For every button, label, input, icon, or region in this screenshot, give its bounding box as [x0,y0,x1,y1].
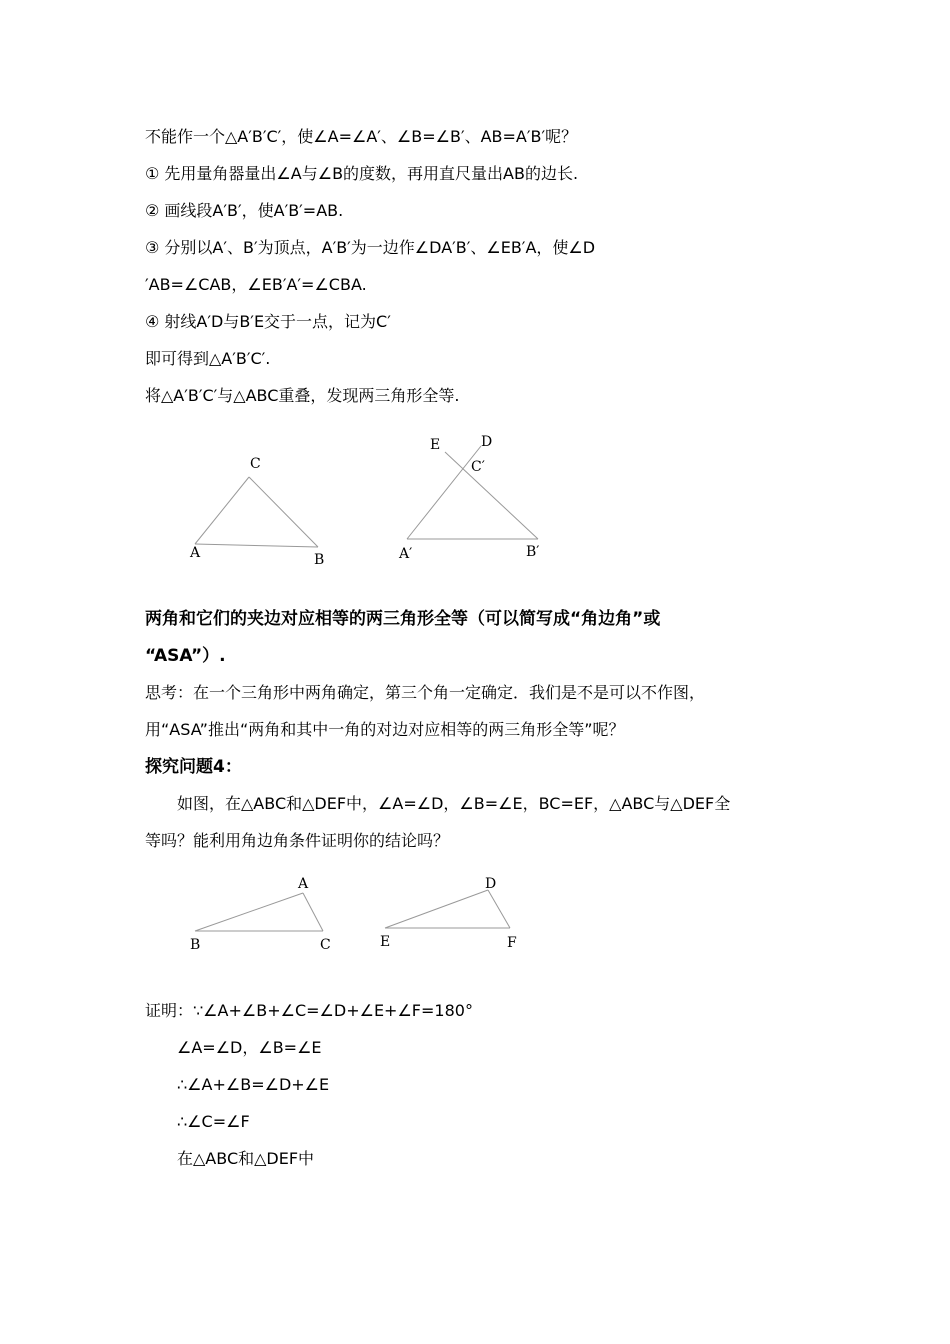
problem-line2: 等吗？能利用角边角条件证明你的结论吗？ [145,831,450,850]
edge-ab [195,544,318,547]
step-3-line2: ′AB=∠CAB，∠EB′A′=∠CBA. [145,275,367,294]
label-b2: B [190,937,201,953]
label-d2: D [485,876,497,892]
triangle-construction [398,434,539,562]
edge-ba [195,893,303,931]
step-1: ① 先用量角器量出∠A与∠B的度数，再用直尺量出AB的边长. [145,164,579,183]
result-text: 即可得到△A′B′C′. [145,349,271,368]
edge-cb [249,477,318,547]
ray-a-d [407,446,481,539]
step-3-text: ③ 分别以A′、B′为顶点，A′B′为一边作∠DA′B′、∠EB′A，使∠D [145,238,596,257]
label-c: C [250,456,261,472]
theorem-line1: 两角和它们的夹边对应相等的两三角形全等（可以简写成“角边角”或 [145,609,661,629]
triangle-abc-2 [190,876,331,953]
label-a: A [190,545,201,561]
think-line1: 思考：在一个三角形中两角确定，第三个角一定确定．我们是不是可以不作图， [145,683,706,702]
problem-title: 探究问题4： [145,757,242,777]
triangle-def [380,876,517,951]
edge-ed [385,890,488,928]
intro-question: 不能作一个△A′B′C′，使∠A=∠A′、∠B=∠B′、AB=A′B′呢？ [145,127,578,146]
label-a-prime: A′ [399,546,413,562]
label-a2: A [298,876,309,892]
proof-line4: ∴∠C=∠F [177,1112,250,1131]
triangle-abc-1 [189,456,324,568]
theorem-line2: “ASA”）. [145,646,226,666]
label-b: B [314,552,325,568]
ray-b-e [445,452,538,539]
edge-ac [195,477,249,544]
label-f2: F [507,935,517,951]
think-line2: 用“ASA”推出“两角和其中一角的对边对应相等的两三角形全等”呢？ [145,720,625,739]
problem-line1: 如图，在△ABC和△DEF中，∠A=∠D，∠B=∠E，BC=EF，△ABC与△DEF全 [177,794,731,813]
label-e: E [430,437,441,453]
overlap-text: 将△A′B′C′与△ABC重叠，发现两三角形全等. [145,386,460,405]
label-b-prime: B′ [526,544,540,560]
step-4: ④ 射线A′D与B′E交于一点，记为C′ [145,312,391,331]
proof-line3: ∴∠A+∠B=∠D+∠E [177,1075,330,1094]
label-e2: E [380,934,391,950]
proof-line2: ∠A=∠D，∠B=∠E [177,1038,322,1057]
label-c-prime: C′ [471,459,485,475]
step-2: ② 画线段A′B′，使A′B′=AB. [145,201,344,220]
proof-line1: 证明：∵∠A+∠B+∠C=∠D+∠E+∠F=180° [145,1001,473,1020]
proof-line5: 在△ABC和△DEF中 [177,1149,315,1168]
edge-df [488,890,510,928]
label-d: D [481,434,493,450]
label-c2: C [320,937,331,953]
edge-ac2 [303,893,323,931]
